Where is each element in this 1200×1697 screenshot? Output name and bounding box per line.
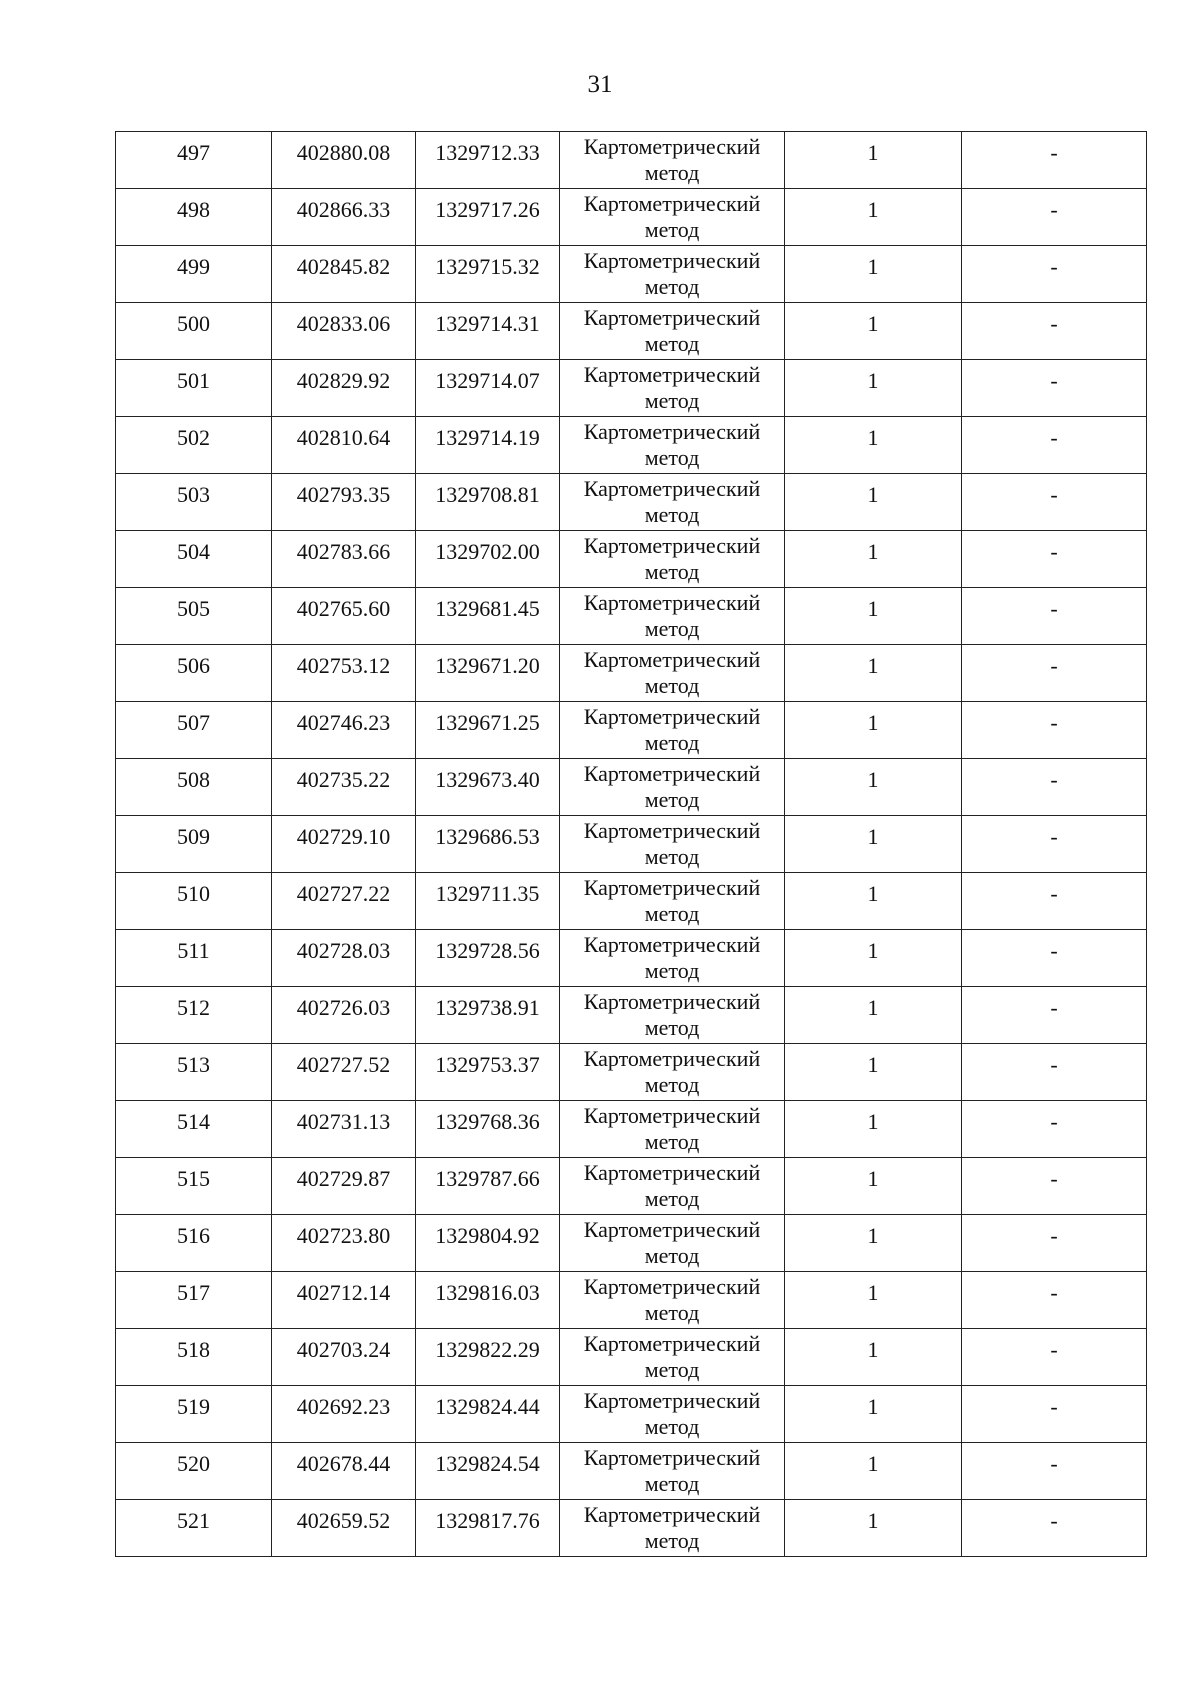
method-line-1: Картометрический [583,419,761,444]
table-row [116,531,1147,588]
y-coordinate-cell: 1329715.32 [416,246,560,303]
y-coordinate-cell: 1329753.37 [416,1044,560,1101]
method-cell [560,1158,785,1215]
point-number-cell: 506 [116,645,272,702]
point-number-cell: 521 [116,1500,272,1557]
accuracy-cell: 1 [785,987,962,1044]
accuracy-cell: 1 [785,873,962,930]
accuracy-cell: 1 [785,132,962,189]
y-coordinate-cell: 1329708.81 [416,474,560,531]
method-cell [560,132,785,189]
point-number-cell: 514 [116,1101,272,1158]
method-cell [560,1272,785,1329]
method-line-1: Картометрический [583,1274,761,1299]
note-cell: - [962,702,1147,759]
accuracy-cell: 1 [785,1044,962,1101]
y-coordinate-cell: 1329822.29 [416,1329,560,1386]
point-number-cell: 512 [116,987,272,1044]
method-line-2: метод [644,958,700,983]
note-cell: - [962,360,1147,417]
coordinates-table [115,131,1147,1557]
table-row [116,417,1147,474]
method-cell [560,360,785,417]
accuracy-cell: 1 [785,1272,962,1329]
table-row [116,1101,1147,1158]
note-cell: - [962,1101,1147,1158]
accuracy-cell: 1 [785,474,962,531]
point-number-cell: 507 [116,702,272,759]
accuracy-cell: 1 [785,816,962,873]
point-number-cell: 505 [116,588,272,645]
method-line-2: метод [644,274,700,299]
x-coordinate-cell: 402659.52 [272,1500,416,1557]
note-cell: - [962,531,1147,588]
y-coordinate-cell: 1329712.33 [416,132,560,189]
y-coordinate-cell: 1329671.20 [416,645,560,702]
x-coordinate-cell: 402783.66 [272,531,416,588]
x-coordinate-cell: 402731.13 [272,1101,416,1158]
method-line-2: метод [644,1414,700,1439]
method-cell [560,873,785,930]
table-body [116,132,1147,1557]
method-cell [560,246,785,303]
accuracy-cell: 1 [785,645,962,702]
x-coordinate-cell: 402729.87 [272,1158,416,1215]
note-cell: - [962,816,1147,873]
note-cell: - [962,987,1147,1044]
y-coordinate-cell: 1329738.91 [416,987,560,1044]
method-line-2: метод [644,673,700,698]
point-number-cell: 518 [116,1329,272,1386]
accuracy-cell: 1 [785,1215,962,1272]
point-number-cell: 498 [116,189,272,246]
method-line-1: Картометрический [583,191,761,216]
table-row [116,189,1147,246]
method-line-2: метод [644,559,700,584]
table-row [116,303,1147,360]
table-row [116,702,1147,759]
table-row [116,1272,1147,1329]
x-coordinate-cell: 402678.44 [272,1443,416,1500]
x-coordinate-cell: 402765.60 [272,588,416,645]
method-line-2: метод [644,787,700,812]
y-coordinate-cell: 1329702.00 [416,531,560,588]
table-row [116,588,1147,645]
note-cell: - [962,930,1147,987]
method-cell [560,417,785,474]
method-cell [560,930,785,987]
method-cell [560,1329,785,1386]
point-number-cell: 516 [116,1215,272,1272]
accuracy-cell: 1 [785,303,962,360]
accuracy-cell: 1 [785,1386,962,1443]
accuracy-cell: 1 [785,360,962,417]
table-row [116,1044,1147,1101]
method-cell [560,1101,785,1158]
note-cell: - [962,132,1147,189]
x-coordinate-cell: 402727.22 [272,873,416,930]
point-number-cell: 499 [116,246,272,303]
x-coordinate-cell: 402810.64 [272,417,416,474]
note-cell: - [962,474,1147,531]
note-cell: - [962,645,1147,702]
note-cell: - [962,1386,1147,1443]
table-row [116,645,1147,702]
table-row [116,759,1147,816]
x-coordinate-cell: 402712.14 [272,1272,416,1329]
table-row [116,1158,1147,1215]
method-line-2: метод [644,901,700,926]
table-row [116,132,1147,189]
y-coordinate-cell: 1329824.54 [416,1443,560,1500]
y-coordinate-cell: 1329816.03 [416,1272,560,1329]
y-coordinate-cell: 1329728.56 [416,930,560,987]
method-line-1: Картометрический [583,761,761,786]
table-row [116,474,1147,531]
table-row [116,816,1147,873]
method-cell [560,816,785,873]
x-coordinate-cell: 402723.80 [272,1215,416,1272]
x-coordinate-cell: 402793.35 [272,474,416,531]
method-cell [560,474,785,531]
note-cell: - [962,246,1147,303]
accuracy-cell: 1 [785,246,962,303]
x-coordinate-cell: 402866.33 [272,189,416,246]
accuracy-cell: 1 [785,702,962,759]
table-row [116,930,1147,987]
note-cell: - [962,1044,1147,1101]
accuracy-cell: 1 [785,759,962,816]
table-row [116,873,1147,930]
method-cell [560,987,785,1044]
y-coordinate-cell: 1329768.36 [416,1101,560,1158]
x-coordinate-cell: 402753.12 [272,645,416,702]
note-cell: - [962,189,1147,246]
x-coordinate-cell: 402845.82 [272,246,416,303]
method-line-2: метод [644,1528,700,1553]
note-cell: - [962,588,1147,645]
x-coordinate-cell: 402833.06 [272,303,416,360]
method-line-1: Картометрический [583,533,761,558]
y-coordinate-cell: 1329711.35 [416,873,560,930]
x-coordinate-cell: 402703.24 [272,1329,416,1386]
method-line-1: Картометрический [583,932,761,957]
note-cell: - [962,1215,1147,1272]
x-coordinate-cell: 402735.22 [272,759,416,816]
accuracy-cell: 1 [785,1500,962,1557]
method-cell [560,1215,785,1272]
method-line-1: Картометрический [583,818,761,843]
method-cell [560,588,785,645]
point-number-cell: 519 [116,1386,272,1443]
y-coordinate-cell: 1329817.76 [416,1500,560,1557]
point-number-cell: 497 [116,132,272,189]
y-coordinate-cell: 1329681.45 [416,588,560,645]
x-coordinate-cell: 402829.92 [272,360,416,417]
accuracy-cell: 1 [785,930,962,987]
method-line-1: Картометрический [583,476,761,501]
note-cell: - [962,759,1147,816]
accuracy-cell: 1 [785,1101,962,1158]
accuracy-cell: 1 [785,417,962,474]
table-row [116,1443,1147,1500]
note-cell: - [962,303,1147,360]
note-cell: - [962,1272,1147,1329]
method-line-1: Картометрический [583,1388,761,1413]
table-row [116,1215,1147,1272]
point-number-cell: 508 [116,759,272,816]
point-number-cell: 509 [116,816,272,873]
method-line-1: Картометрический [583,1502,761,1527]
point-number-cell: 502 [116,417,272,474]
method-line-1: Картометрический [583,1217,761,1242]
table-row [116,987,1147,1044]
page-number: 31 [587,71,613,98]
method-line-1: Картометрический [583,1331,761,1356]
point-number-cell: 517 [116,1272,272,1329]
method-line-1: Картометрический [583,305,761,330]
point-number-cell: 500 [116,303,272,360]
method-line-2: метод [644,1015,700,1040]
table-row [116,360,1147,417]
method-line-2: метод [644,445,700,470]
point-number-cell: 503 [116,474,272,531]
method-line-1: Картометрический [583,590,761,615]
y-coordinate-cell: 1329671.25 [416,702,560,759]
y-coordinate-cell: 1329673.40 [416,759,560,816]
method-line-2: метод [644,1300,700,1325]
point-number-cell: 515 [116,1158,272,1215]
x-coordinate-cell: 402727.52 [272,1044,416,1101]
table-row [116,1386,1147,1443]
table-row [116,1500,1147,1557]
method-line-2: метод [644,388,700,413]
x-coordinate-cell: 402692.23 [272,1386,416,1443]
method-line-1: Картометрический [583,134,761,159]
method-cell [560,303,785,360]
note-cell: - [962,873,1147,930]
method-line-1: Картометрический [583,1103,761,1128]
method-line-2: метод [644,217,700,242]
point-number-cell: 510 [116,873,272,930]
method-cell [560,702,785,759]
method-line-2: метод [644,1243,700,1268]
note-cell: - [962,417,1147,474]
method-cell [560,1500,785,1557]
method-line-2: метод [644,502,700,527]
accuracy-cell: 1 [785,1329,962,1386]
method-line-1: Картометрический [583,989,761,1014]
x-coordinate-cell: 402729.10 [272,816,416,873]
method-line-1: Картометрический [583,647,761,672]
y-coordinate-cell: 1329714.19 [416,417,560,474]
method-line-2: метод [644,160,700,185]
method-cell [560,1044,785,1101]
x-coordinate-cell: 402880.08 [272,132,416,189]
method-line-1: Картометрический [583,1445,761,1470]
method-line-2: метод [644,730,700,755]
method-line-1: Картометрический [583,1046,761,1071]
x-coordinate-cell: 402746.23 [272,702,416,759]
note-cell: - [962,1158,1147,1215]
method-line-2: метод [644,1072,700,1097]
method-line-2: метод [644,844,700,869]
method-line-2: метод [644,1186,700,1211]
method-line-1: Картометрический [583,362,761,387]
method-line-1: Картометрический [583,704,761,729]
y-coordinate-cell: 1329686.53 [416,816,560,873]
y-coordinate-cell: 1329714.07 [416,360,560,417]
method-cell [560,759,785,816]
x-coordinate-cell: 402728.03 [272,930,416,987]
method-line-2: метод [644,1357,700,1382]
point-number-cell: 511 [116,930,272,987]
method-cell [560,531,785,588]
method-line-2: метод [644,331,700,356]
method-cell [560,1386,785,1443]
y-coordinate-cell: 1329787.66 [416,1158,560,1215]
note-cell: - [962,1500,1147,1557]
table-row [116,246,1147,303]
method-line-1: Картометрический [583,875,761,900]
method-line-1: Картометрический [583,248,761,273]
y-coordinate-cell: 1329804.92 [416,1215,560,1272]
note-cell: - [962,1329,1147,1386]
y-coordinate-cell: 1329717.26 [416,189,560,246]
point-number-cell: 520 [116,1443,272,1500]
accuracy-cell: 1 [785,1443,962,1500]
method-line-2: метод [644,1129,700,1154]
accuracy-cell: 1 [785,189,962,246]
point-number-cell: 501 [116,360,272,417]
point-number-cell: 513 [116,1044,272,1101]
y-coordinate-cell: 1329824.44 [416,1386,560,1443]
method-cell [560,189,785,246]
point-number-cell: 504 [116,531,272,588]
y-coordinate-cell: 1329714.31 [416,303,560,360]
accuracy-cell: 1 [785,588,962,645]
method-cell [560,645,785,702]
method-cell [560,1443,785,1500]
method-line-2: метод [644,616,700,641]
table-row [116,1329,1147,1386]
method-line-2: метод [644,1471,700,1496]
accuracy-cell: 1 [785,1158,962,1215]
x-coordinate-cell: 402726.03 [272,987,416,1044]
accuracy-cell: 1 [785,531,962,588]
method-line-1: Картометрический [583,1160,761,1185]
note-cell: - [962,1443,1147,1500]
